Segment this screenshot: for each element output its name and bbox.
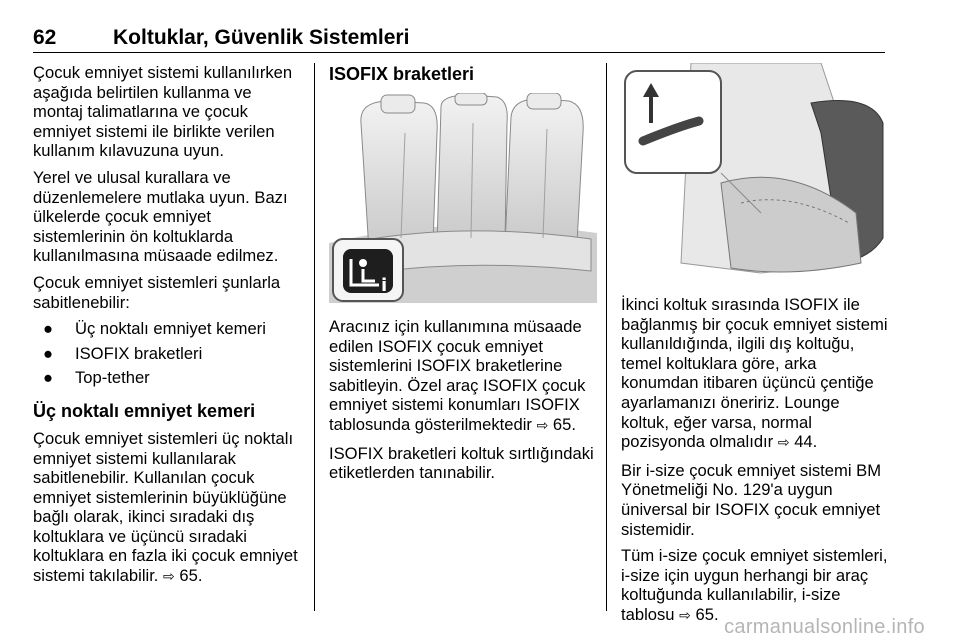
three-point-belt-paragraph <box>33 429 305 588</box>
chapter-title: Koltuklar, Güvenlik Sistemleri <box>113 26 410 49</box>
second-row-paragraph <box>621 295 889 454</box>
fixing-methods-list <box>33 319 305 388</box>
bullet-icon: ● <box>43 368 54 388</box>
page-reference-number[interactable]: 44. <box>794 432 818 452</box>
i-size-definition-paragraph: Bir i-size çocuk emniyet sistemi BM Yönetmeliği No. 129'a uygun üniversal bir ISOFIX çocuk emniyet sistemidir. <box>621 460 882 539</box>
list-item-label: Top-tether <box>75 368 150 388</box>
page-header <box>33 26 885 53</box>
column-divider <box>314 63 315 611</box>
section-heading-three-point-belt: Üç noktalı emniyet kemeri <box>33 400 256 421</box>
page-number: 62 <box>33 26 57 49</box>
page-reference-number[interactable]: 65. <box>552 414 576 434</box>
fixing-methods-paragraph: Çocuk emniyet sistemleri şunlarla sabitlenebilir: <box>33 272 281 312</box>
section-heading-isofix: ISOFIX braketleri <box>329 64 475 84</box>
column-middle <box>329 63 599 490</box>
list-item-label: ISOFIX braketleri <box>75 343 203 363</box>
page-reference-icon[interactable]: ⇨ <box>163 569 175 586</box>
bullet-icon: ● <box>43 343 54 363</box>
page-reference-icon[interactable]: ⇨ <box>777 435 790 452</box>
page-reference-number[interactable]: 65. <box>695 604 719 624</box>
paragraph-text: Aracınız için kullanımına müsaade edilen ISOFIX çocuk emniyet sistemlerini ISOFIX braketlerine sabitleyin. Özel araç ISOFIX çocuk emniyet sistemi konumları ISOFIX tablosunda gösterilmektedir <box>329 317 586 434</box>
rear-seats-drawing <box>329 93 597 303</box>
column-right <box>621 63 889 634</box>
paragraph-text: İkinci koltuk sırasında ISOFIX ile bağlanmış bir çocuk emniyet sistemi kullanıldığında, ilgili dış koltuğu, temel koltuklara göre, arka konumdan itibaren üçüncü çentiğe ayarlamanızı öneririz. Lounge koltuk, eğer varsa, normal pozisyonda olmalıdır <box>621 295 888 452</box>
column-left <box>33 63 305 595</box>
column-divider <box>606 63 607 611</box>
page-reference-number[interactable]: 65. <box>179 566 203 586</box>
page-reference-icon[interactable]: ⇨ <box>679 607 691 624</box>
i-size-usage-paragraph <box>621 546 889 626</box>
svg-text:i: i <box>381 275 388 296</box>
intro-paragraph: Çocuk emniyet sistemi kullanılırken aşağıda belirtilen kullanma ve montaj talimatlarına ve çocuk emniyet sistemi ile birlikte verilen kullanım kılavuzuna uyun. <box>33 63 293 161</box>
seat-side-drawing <box>621 63 893 281</box>
list-item <box>33 319 305 339</box>
bullet-icon: ● <box>43 319 54 339</box>
isofix-label-paragraph: ISOFIX braketleri koltuk sırtlığındaki etiketlerden tanınabilir. <box>329 443 594 483</box>
isofix-paragraph <box>329 317 599 437</box>
isofix-seats-illustration <box>329 93 597 303</box>
paragraph-text: Tüm i-size çocuk emniyet sistemleri, i-size için uygun herhangi bir araç koltuğunda kullanılabilir, i-size tablosu <box>621 546 888 624</box>
regulations-paragraph: Yerel ve ulusal kurallara ve düzenlemelere mutlaka uyun. Bazı ülkelerde çocuk emniyet sistemlerinin ön koltuklarda kullanılmasına müsaade edilmez. <box>33 167 288 266</box>
list-item <box>33 368 305 388</box>
seat-adjustment-illustration <box>621 63 893 281</box>
paragraph-text: Çocuk emniyet sistemleri üç noktalı emniyet sistemi kullanılarak sabitlenebilir. Kullanılan çocuk emniyet sistemlerinin büyüklüğüne bağlı olarak, ikinci sıradaki dış koltuklara ve üçüncü sıradaki koltuklara en fazla iki çocuk emniyet sistemi takılabilir. <box>33 428 298 586</box>
watermark: carmanualsonline.info <box>724 616 925 638</box>
list-item <box>33 344 305 364</box>
list-item-label: Üç noktalı emniyet kemeri <box>75 319 266 339</box>
page-reference-icon[interactable]: ⇨ <box>536 417 549 434</box>
